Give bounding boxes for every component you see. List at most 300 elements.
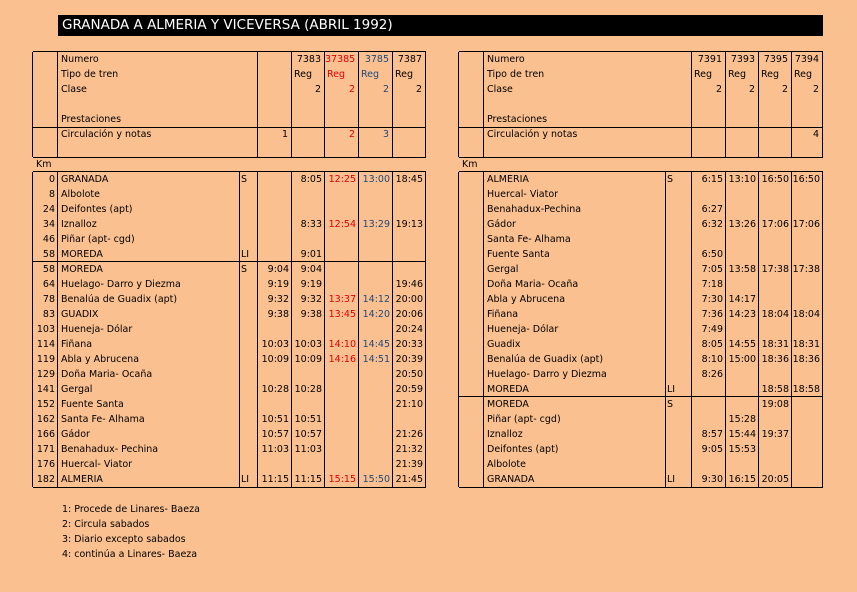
departure-time: 14:17 — [728, 294, 756, 305]
departure-time — [359, 397, 390, 412]
departure-time — [792, 457, 820, 472]
train-type: Reg — [728, 69, 747, 80]
station-km: 34 — [42, 219, 55, 230]
station-row — [33, 172, 426, 187]
train-class: 2 — [812, 84, 819, 95]
departure-time: 15:50 — [362, 474, 390, 485]
station-name: Hueneja- Dólar — [61, 324, 133, 335]
station-row — [459, 442, 823, 457]
train-number — [258, 52, 288, 67]
right-km-label: Km — [462, 159, 478, 170]
station-name: MOREDA — [61, 264, 103, 275]
header-label: Numero — [487, 54, 525, 65]
header-label: Circulación y notas — [61, 129, 152, 140]
station-name: Deifontes (apt) — [61, 204, 133, 215]
station-row — [33, 457, 426, 472]
departure-time — [325, 187, 356, 202]
train-number: 7387 — [397, 54, 422, 65]
departure-time — [759, 277, 789, 292]
departure-time: 14:10 — [328, 339, 356, 350]
station-km: 171 — [36, 444, 55, 455]
departure-time — [258, 247, 289, 262]
station-name: MOREDA — [487, 399, 529, 410]
departure-time: 10:57 — [261, 429, 289, 440]
departure-time: 6:27 — [701, 204, 723, 215]
departure-time — [258, 322, 289, 337]
departure-time — [792, 442, 820, 457]
train-note: 1 — [281, 129, 288, 140]
station-name: Abla y Abrucena — [487, 294, 566, 305]
station-row — [459, 472, 823, 487]
station-row — [33, 337, 426, 352]
station-row — [33, 262, 426, 277]
departure-time: 8:05 — [300, 174, 322, 185]
departure-time — [359, 457, 390, 472]
departure-time: 9:30 — [701, 474, 723, 485]
departure-time — [692, 382, 723, 397]
train-note — [726, 127, 755, 142]
departure-time: 16:50 — [792, 174, 820, 185]
departure-time: 9:32 — [267, 294, 289, 305]
departure-time: 21:10 — [395, 399, 423, 410]
departure-time — [726, 277, 756, 292]
station-name: Fuente Santa — [61, 399, 124, 410]
departure-time: 20:59 — [395, 384, 423, 395]
column-divider — [57, 52, 58, 157]
departure-time: 13:10 — [728, 174, 756, 185]
departure-time: 10:03 — [261, 339, 289, 350]
station-name: GRANADA — [487, 474, 535, 485]
station-row — [33, 367, 426, 382]
departure-time — [325, 202, 356, 217]
departure-time: 8:33 — [300, 219, 322, 230]
footnote: 2: Circula sabados — [62, 519, 150, 530]
station-km: 103 — [36, 324, 55, 335]
departure-time: 18:45 — [395, 174, 423, 185]
departure-time — [692, 412, 723, 427]
departure-time: 18:58 — [761, 384, 789, 395]
departure-time — [359, 367, 390, 382]
departure-time — [393, 187, 423, 202]
departure-time — [393, 412, 423, 427]
departure-time — [359, 262, 390, 277]
station-row — [33, 307, 426, 322]
departure-time: 14:16 — [328, 354, 356, 365]
train-class — [258, 82, 288, 97]
train-type: Reg — [294, 69, 313, 80]
departure-time — [292, 232, 322, 247]
station-name: Santa Fe- Alhama — [61, 414, 145, 425]
departure-time — [792, 472, 820, 487]
departure-time: 10:28 — [294, 384, 322, 395]
station-name: Huelago- Darro y Diezma — [487, 369, 607, 380]
station-row — [459, 382, 823, 397]
train-class: 2 — [382, 84, 389, 95]
column-divider — [32, 52, 33, 157]
departure-time — [792, 367, 820, 382]
station-name: GUADIX — [61, 309, 99, 320]
train-type: Reg — [694, 69, 713, 80]
station-km: 162 — [36, 414, 55, 425]
station-flag: LI — [241, 249, 250, 260]
departure-time — [726, 322, 756, 337]
departure-time: 20:05 — [761, 474, 789, 485]
train-class: 2 — [314, 84, 321, 95]
departure-time: 6:32 — [701, 219, 723, 230]
departure-time — [759, 202, 789, 217]
departure-time: 11:03 — [261, 444, 289, 455]
station-row — [459, 427, 823, 442]
departure-time: 15:53 — [728, 444, 756, 455]
departure-time — [792, 187, 820, 202]
station-flag: LI — [667, 384, 676, 395]
departure-time: 9:19 — [267, 279, 289, 290]
departure-time — [325, 397, 356, 412]
station-name: Doña Maria- Ocaña — [487, 279, 579, 290]
departure-time: 18:04 — [761, 309, 789, 320]
departure-time: 18:36 — [761, 354, 789, 365]
station-row — [459, 322, 823, 337]
station-row — [33, 442, 426, 457]
departure-time — [359, 187, 390, 202]
departure-time — [792, 322, 820, 337]
departure-time: 10:09 — [294, 354, 322, 365]
departure-time — [692, 397, 723, 412]
station-flag: LI — [241, 474, 250, 485]
station-name: MOREDA — [487, 384, 529, 395]
departure-time — [726, 187, 756, 202]
station-row — [33, 292, 426, 307]
departure-time: 20:39 — [395, 354, 423, 365]
station-row — [33, 322, 426, 337]
departure-time: 15:28 — [728, 414, 756, 425]
station-row — [459, 277, 823, 292]
header-label: Prestaciones — [61, 114, 122, 125]
departure-time: 19:13 — [395, 219, 423, 230]
station-km: 152 — [36, 399, 55, 410]
train-type: Reg — [361, 69, 380, 80]
departure-time — [359, 247, 390, 262]
station-name: Albolote — [487, 459, 527, 470]
train-number: 7383 — [296, 54, 321, 65]
station-km: 83 — [42, 309, 55, 320]
train-note — [292, 127, 321, 142]
station-flag: LI — [667, 474, 676, 485]
station-row — [459, 247, 823, 262]
departure-time — [359, 382, 390, 397]
station-row — [459, 397, 823, 412]
departure-time — [359, 277, 390, 292]
departure-time — [759, 442, 789, 457]
station-km: 141 — [36, 384, 55, 395]
departure-time: 13:45 — [328, 309, 356, 320]
station-km: 0 — [48, 174, 55, 185]
departure-time: 10:28 — [261, 384, 289, 395]
station-km: 58 — [42, 264, 55, 275]
departure-time — [792, 397, 820, 412]
station-name: Gergal — [61, 384, 93, 395]
station-row — [459, 232, 823, 247]
train-number: 37385 — [325, 54, 356, 65]
train-class: 2 — [415, 84, 422, 95]
departure-time: 8:05 — [701, 339, 723, 350]
departure-time — [258, 397, 289, 412]
station-row — [33, 412, 426, 427]
departure-time — [726, 397, 756, 412]
departure-time: 11:15 — [294, 474, 322, 485]
departure-time: 14:12 — [362, 294, 390, 305]
departure-time — [792, 202, 820, 217]
departure-time: 13:00 — [362, 174, 390, 185]
station-flag: S — [241, 174, 248, 185]
station-flag: S — [667, 399, 674, 410]
departure-time — [258, 172, 289, 187]
departure-time: 19:46 — [395, 279, 423, 290]
departure-time — [759, 187, 789, 202]
departure-time: 7:30 — [701, 294, 723, 305]
footnote: 3: Diario excepto sabados — [62, 534, 186, 545]
departure-time — [258, 217, 289, 232]
train-class: 2 — [715, 84, 722, 95]
header-label: Prestaciones — [487, 114, 548, 125]
departure-time: 20:24 — [395, 324, 423, 335]
departure-time — [258, 367, 289, 382]
station-row — [33, 187, 426, 202]
departure-time: 14:55 — [728, 339, 756, 350]
station-row — [459, 352, 823, 367]
departure-time: 10:51 — [261, 414, 289, 425]
train-type: Reg — [761, 69, 780, 80]
train-number: 7394 — [794, 54, 819, 65]
departure-time: 17:38 — [792, 264, 820, 275]
departure-time — [325, 457, 356, 472]
departure-time — [759, 457, 789, 472]
station-flag: S — [241, 264, 248, 275]
departure-time — [292, 397, 322, 412]
station-row — [33, 277, 426, 292]
right-header-table — [459, 51, 823, 158]
station-name: Iznalloz — [61, 219, 97, 230]
station-row — [33, 397, 426, 412]
column-divider — [483, 52, 484, 157]
station-name: Abla y Abrucena — [61, 354, 140, 365]
departure-time — [359, 442, 390, 457]
train-number: 7391 — [697, 54, 722, 65]
departure-time: 15:44 — [728, 429, 756, 440]
station-row — [459, 202, 823, 217]
departure-time — [759, 322, 789, 337]
departure-time: 18:04 — [792, 309, 820, 320]
departure-time — [325, 412, 356, 427]
departure-time: 14:45 — [362, 339, 390, 350]
departure-time: 13:26 — [728, 219, 756, 230]
footnote: 4: continúa a Linares- Baeza — [62, 549, 198, 560]
station-km: 58 — [42, 249, 55, 260]
departure-time: 6:50 — [701, 249, 723, 260]
header-label: Tipo de tren — [487, 69, 545, 80]
departure-time: 10:03 — [294, 339, 322, 350]
departure-time — [325, 382, 356, 397]
departure-time: 17:06 — [761, 219, 789, 230]
departure-time — [726, 457, 756, 472]
departure-time: 8:10 — [701, 354, 723, 365]
departure-time — [325, 367, 356, 382]
departure-time — [258, 457, 289, 472]
station-name: Huercal- Viator — [487, 189, 559, 200]
departure-time: 8:57 — [701, 429, 723, 440]
departure-time — [292, 367, 322, 382]
departure-time — [792, 427, 820, 442]
departure-time: 18:31 — [761, 339, 789, 350]
departure-time: 21:26 — [395, 429, 423, 440]
departure-time — [792, 247, 820, 262]
station-name: Iznalloz — [487, 429, 523, 440]
departure-time: 18:31 — [792, 339, 820, 350]
departure-time — [792, 292, 820, 307]
station-km: 114 — [36, 339, 55, 350]
departure-time: 6:15 — [701, 174, 723, 185]
station-name: Santa Fe- Alhama — [487, 234, 571, 245]
station-name: Deifontes (apt) — [487, 444, 559, 455]
footnote: 1: Procede de Linares- Baeza — [62, 504, 200, 515]
departure-time: 17:06 — [792, 219, 820, 230]
departure-time: 16:50 — [761, 174, 789, 185]
station-row — [33, 217, 426, 232]
train-note — [393, 127, 422, 142]
station-row — [33, 472, 426, 487]
left-timetable — [33, 171, 426, 488]
station-name: Hueneja- Dólar — [487, 324, 559, 335]
station-km: 119 — [36, 354, 55, 365]
departure-time: 9:38 — [267, 309, 289, 320]
departure-time: 14:51 — [362, 354, 390, 365]
departure-time — [792, 232, 820, 247]
departure-time: 20:50 — [395, 369, 423, 380]
departure-time — [759, 247, 789, 262]
departure-time: 20:06 — [395, 309, 423, 320]
station-km: 78 — [42, 294, 55, 305]
train-number: 7393 — [730, 54, 755, 65]
station-row — [33, 232, 426, 247]
departure-time: 9:04 — [300, 264, 322, 275]
departure-time — [692, 187, 723, 202]
departure-time: 10:09 — [261, 354, 289, 365]
departure-time — [393, 262, 423, 277]
left-header-table — [33, 51, 426, 158]
departure-time — [692, 457, 723, 472]
departure-time — [325, 232, 356, 247]
departure-time: 14:23 — [728, 309, 756, 320]
departure-time: 15:00 — [728, 354, 756, 365]
station-name: Fuente Santa — [487, 249, 550, 260]
train-number: 3785 — [364, 54, 389, 65]
departure-time: 9:32 — [300, 294, 322, 305]
departure-time — [359, 202, 390, 217]
station-km: 64 — [42, 279, 55, 290]
departure-time — [792, 412, 820, 427]
train-class: 2 — [781, 84, 788, 95]
departure-time — [393, 232, 423, 247]
departure-time: 20:33 — [395, 339, 423, 350]
station-name: Piñar (apt- cgd) — [61, 234, 135, 245]
station-row — [459, 262, 823, 277]
station-km: 46 — [42, 234, 55, 245]
departure-time: 19:08 — [761, 399, 789, 410]
station-row — [459, 172, 823, 187]
station-row — [459, 457, 823, 472]
departure-time: 19:37 — [761, 429, 789, 440]
departure-time: 7:36 — [701, 309, 723, 320]
departure-time: 21:32 — [395, 444, 423, 455]
train-note: 4 — [812, 129, 819, 140]
departure-time — [325, 427, 356, 442]
departure-time — [726, 367, 756, 382]
train-note: 3 — [382, 129, 389, 140]
train-type: Reg — [794, 69, 813, 80]
column-divider — [458, 52, 459, 157]
departure-time: 7:18 — [701, 279, 723, 290]
train-type: Reg — [327, 69, 346, 80]
departure-time — [692, 232, 723, 247]
departure-time — [258, 187, 289, 202]
departure-time — [325, 277, 356, 292]
departure-time: 15:15 — [328, 474, 356, 485]
departure-time — [325, 262, 356, 277]
departure-time — [325, 322, 356, 337]
station-row — [459, 337, 823, 352]
station-name: ALMERIA — [61, 474, 103, 485]
departure-time: 18:36 — [792, 354, 820, 365]
station-row — [33, 247, 426, 262]
station-km: 129 — [36, 369, 55, 380]
departure-time — [292, 322, 322, 337]
station-row — [459, 307, 823, 322]
departure-time: 12:25 — [328, 174, 356, 185]
station-name: Gádor — [487, 219, 516, 230]
station-name: Benalúa de Guadix (apt) — [487, 354, 604, 365]
departure-time — [292, 187, 322, 202]
column-divider — [822, 52, 823, 157]
departure-time: 8:26 — [701, 369, 723, 380]
station-name: Fiñana — [61, 339, 93, 350]
station-name: ALMERIA — [487, 174, 529, 185]
departure-time: 7:49 — [701, 324, 723, 335]
station-name: Piñar (apt- cgd) — [487, 414, 561, 425]
departure-time — [759, 232, 789, 247]
header-label: Tipo de tren — [61, 69, 119, 80]
station-name: MOREDA — [61, 249, 103, 260]
departure-time — [726, 247, 756, 262]
station-km: 176 — [36, 459, 55, 470]
train-type: Reg — [395, 69, 414, 80]
departure-time: 21:39 — [395, 459, 423, 470]
station-km: 166 — [36, 429, 55, 440]
departure-time: 13:29 — [362, 219, 390, 230]
departure-time: 16:15 — [728, 474, 756, 485]
departure-time: 13:58 — [728, 264, 756, 275]
departure-time — [759, 367, 789, 382]
departure-time — [359, 412, 390, 427]
departure-time: 9:19 — [300, 279, 322, 290]
footnotes — [62, 502, 200, 562]
station-name: Huercal- Viator — [61, 459, 133, 470]
station-name: Huelago- Darro y Diezma — [61, 279, 181, 290]
departure-time — [726, 382, 756, 397]
station-row — [459, 292, 823, 307]
station-row — [33, 382, 426, 397]
station-name: Fiñana — [487, 309, 519, 320]
departure-time: 7:05 — [701, 264, 723, 275]
